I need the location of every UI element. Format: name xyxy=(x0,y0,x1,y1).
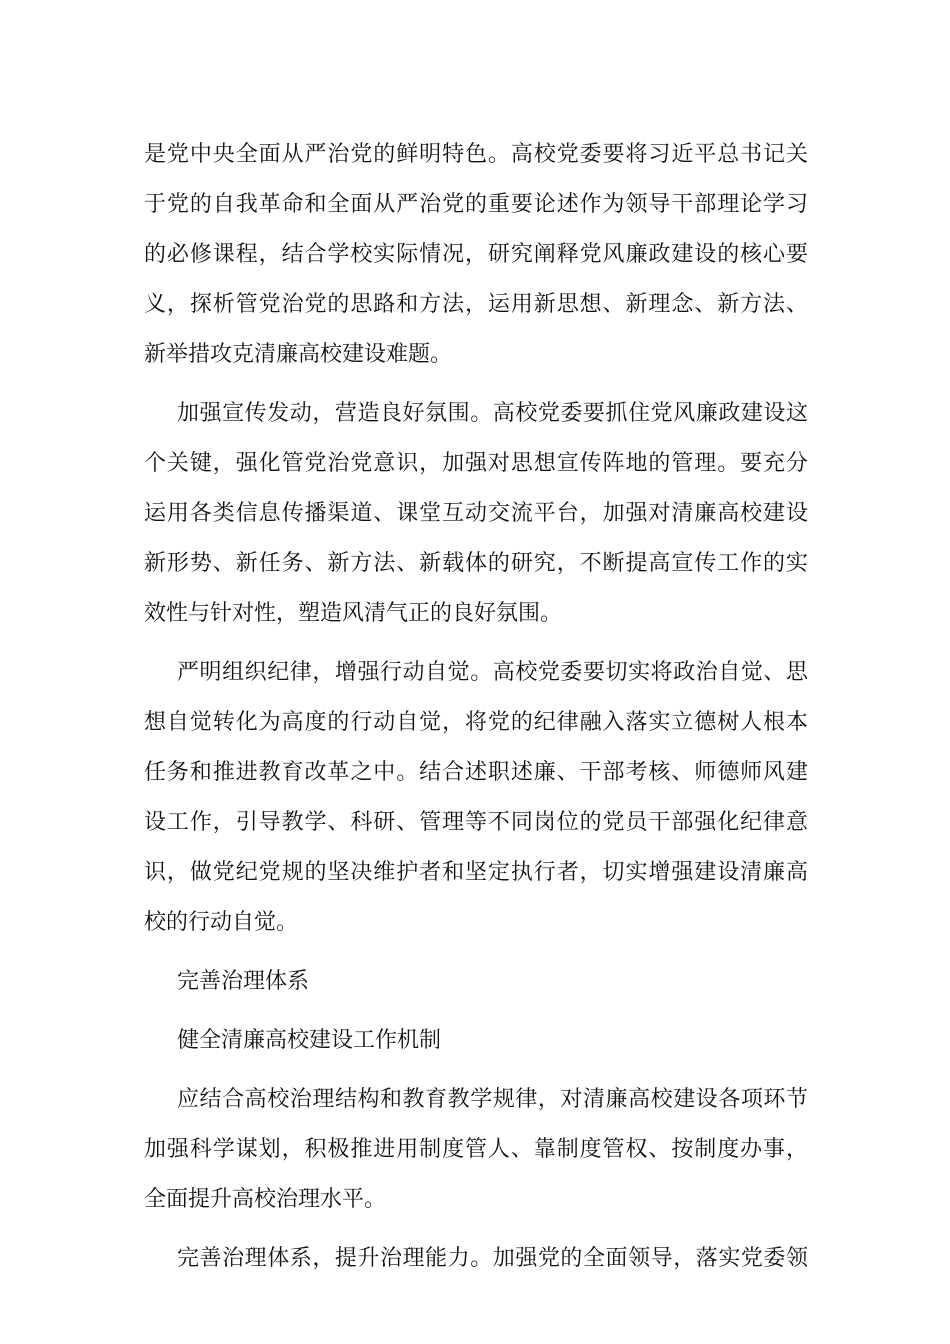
paragraph xyxy=(144,1075,808,1225)
text-line: 义，探析管党治党的思路和方法，运用新思想、新理念、新方法、 xyxy=(144,292,808,317)
paragraph xyxy=(144,389,808,639)
document-body xyxy=(144,130,808,1293)
text-line: 新举措攻克清廉高校建设难题。 xyxy=(144,342,453,367)
section-subheading xyxy=(144,1016,808,1066)
text-line: 识，做党纪党规的坚决维护者和坚定执行者，切实增强建设清廉高 xyxy=(144,860,808,885)
section-heading xyxy=(144,957,808,1007)
text-line: 新形势、新任务、新方法、新载体的研究，不断提高宣传工作的实 xyxy=(144,551,808,576)
paragraph xyxy=(144,130,808,380)
text-line: 全面提升高校治理水平。 xyxy=(144,1187,387,1212)
paragraph xyxy=(144,648,808,948)
text-line: 于党的自我革命和全面从严治党的重要论述作为领导干部理论学习 xyxy=(144,192,808,217)
text-line: 完善治理体系，提升治理能力。加强党的全面领导，落实党委领 xyxy=(177,1246,808,1271)
text-line: 加强宣传发动，营造良好氛围。高校党委要抓住党风廉政建设这 xyxy=(177,401,808,426)
text-line: 应结合高校治理结构和教育教学规律，对清廉高校建设各项环节 xyxy=(177,1087,808,1112)
text-line: 校的行动自觉。 xyxy=(144,910,299,935)
text-line: 是党中央全面从严治党的鲜明特色。高校党委要将习近平总书记关 xyxy=(144,142,808,167)
text-line: 加强科学谋划，积极推进用制度管人、靠制度管权、按制度办事， xyxy=(144,1137,808,1162)
text-line: 设工作，引导教学、科研、管理等不同岗位的党员干部强化纪律意 xyxy=(144,810,808,835)
text-line: 严明组织纪律，增强行动自觉。高校党委要切实将政治自觉、思 xyxy=(177,660,808,685)
text-line: 个关键，强化管党治党意识，加强对思想宣传阵地的管理。要充分 xyxy=(144,451,808,476)
text-line: 健全清廉高校建设工作机制 xyxy=(177,1028,442,1053)
text-line: 任务和推进教育改革之中。结合述职述廉、干部考核、师德师风建 xyxy=(144,760,808,785)
text-line: 效性与针对性，塑造风清气正的良好氛围。 xyxy=(144,601,563,626)
text-line: 的必修课程，结合学校实际情况，研究阐释党风廉政建设的核心要 xyxy=(144,242,808,267)
text-line: 想自觉转化为高度的行动自觉，将党的纪律融入落实立德树人根本 xyxy=(144,710,808,735)
text-line: 完善治理体系 xyxy=(177,969,310,994)
text-line: 运用各类信息传播渠道、课堂互动交流平台，加强对清廉高校建设 xyxy=(144,501,808,526)
paragraph xyxy=(144,1234,808,1284)
